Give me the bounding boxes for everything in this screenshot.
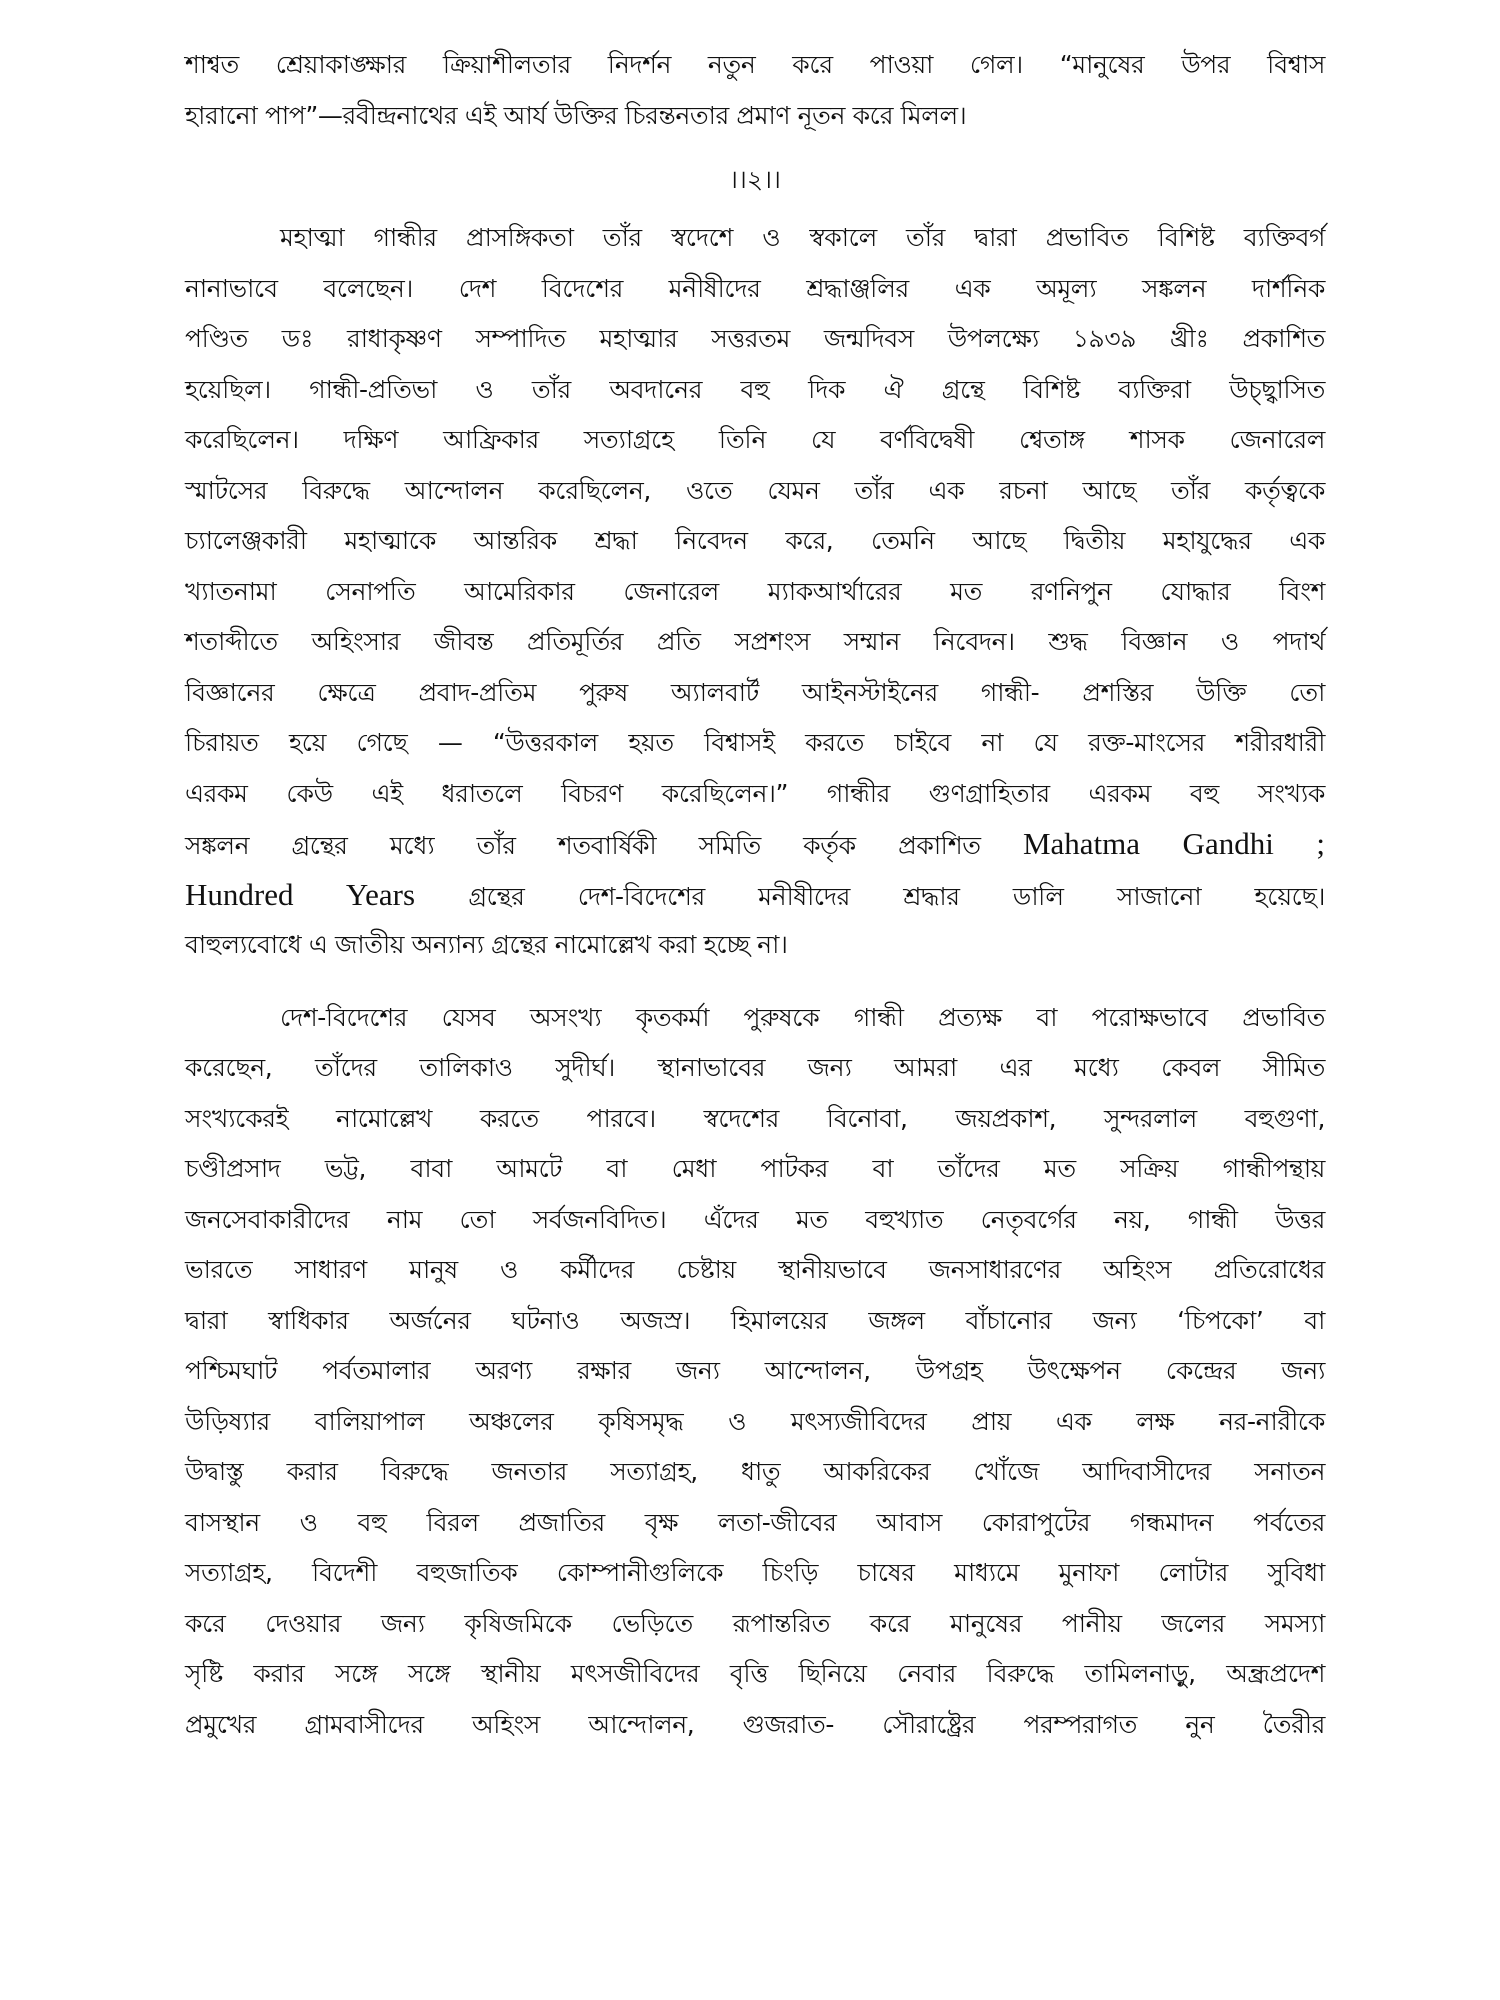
text-line: ভারতে সাধারণ মানুষ ও কর্মীদের চেষ্টায় স্থানীয়ভাবে জনসাধারণের অহিংস প্রতিরোধের [185,1255,1325,1284]
text-line: করেছেন, তাঁদের তালিকাও সুদীর্ঘ। স্থানাভাবের জন্য আমরা এর মধ্যে কেবল সীমিত [185,1053,1325,1082]
book-title-part: Hundred Years [185,876,416,912]
text-line: দ্বারা স্বাধিকার অর্জনের ঘটনাও অজস্র। হিমালয়ের জঙ্গল বাঁচানোর জন্য ‘চিপকো’ বা [185,1305,1325,1335]
text-line: পশ্চিমঘাট পর্বতমালার অরণ্য রক্ষার জন্য আন্দোলন, উপগ্রহ উৎক্ষেপন কেন্দ্রের জন্য [185,1356,1325,1385]
text-line-mixed [185,870,1325,921]
paragraph-top [185,40,1325,141]
text-line: চণ্ডীপ্রসাদ ভট্ট, বাবা আমটে বা মেধা পাটকর বা তাঁদের মত সক্রিয় গান্ধীপন্থায় [185,1154,1325,1183]
text-segment: সঙ্কলন গ্রন্থের মধ্যে তাঁর শতবার্ষিকী সমিতি কর্তৃক প্রকাশিত [185,831,1023,860]
text-line: চিরায়ত হয়ে গেছে — “উত্তরকাল হয়ত বিশ্বাসই করতে চাইবে না যে রক্ত-মাংসের শরীরধারী [185,728,1325,757]
text-line: বিজ্ঞানের ক্ষেত্রে প্রবাদ-প্রতিম পুরুষ অ্যালবার্ট আইনস্টাইনের গান্ধী- প্রশস্তির উক্তি তো [185,677,1325,707]
text-line: খ্যাতনামা সেনাপতি আমেরিকার জেনারেল ম্যাকআর্থারের মত রণনিপুন যোদ্ধার বিংশ [185,576,1325,606]
text-line: সৃষ্টি করার সঙ্গে সঙ্গে স্থানীয় মৎসজীবিদের বৃত্তি ছিনিয়ে নেবার বিরুদ্ধে তামিলনাড়ু, অন্ধ্রপ্রদেশ [185,1659,1325,1688]
text-line: হয়েছিল। গান্ধী-প্রতিভা ও তাঁর অবদানের বহু দিক ঐ গ্রন্থে বিশিষ্ট ব্যক্তিরা উচ্ছ্বাসিত [185,374,1325,404]
text-line: চ্যালেঞ্জকারী মহাত্মাকে আন্তরিক শ্রদ্ধা নিবেদন করে, তেমনি আছে দ্বিতীয় মহাযুদ্ধের এক [185,526,1325,555]
text-line: সংখ্যকেরই নামোল্লেখ করতে পারবে। স্বদেশের বিনোবা, জয়প্রকাশ, সুন্দরলাল বহুগুণা, [185,1103,1325,1133]
text-line: স্মাটসের বিরুদ্ধে আন্দোলন করেছিলেন, ওতে যেমন তাঁর এক রচনা আছে তাঁর কর্তৃত্বকে [185,475,1325,505]
text-line: উড়িষ্যার বালিয়াপাল অঞ্চলের কৃষিসমৃদ্ধ ও মৎস্যজীবিদের প্রায় এক লক্ষ নর-নারীকে [185,1406,1325,1436]
text-line: দেশ-বিদেশের যেসব অসংখ্য কৃতকর্মা পুরুষকে গান্ধী প্রত্যক্ষ বা পরোক্ষভাবে প্রভাবিত [280,1002,1325,1032]
text-line: বাসস্থান ও বহু বিরল প্রজাতির বৃক্ষ লতা-জীবের আবাস কোরাপুটের গন্ধমাদন পর্বতের [185,1507,1325,1537]
text-line: বাহুল্যবোধে এ জাতীয় অন্যান্য গ্রন্থের নামোল্লেখ করা হচ্ছে না। [185,930,788,959]
text-line: পণ্ডিত ডঃ রাধাকৃষ্ণণ সম্পাদিত মহাত্মার সত্তরতম জন্মদিবস উপলক্ষ্যে ১৯৩৯ খ্রীঃ প্রকাশিত [185,324,1325,353]
section-number: ।।২।। [728,165,782,194]
document-page [185,40,1325,1750]
text-line: হারানো পাপ”—রবীন্দ্রনাথের এই আর্য উক্তির চিরন্তনতার প্রমাণ নূতন করে মিলল। [185,100,967,130]
paragraph-gap [185,971,1325,993]
text-line: করেছিলেন। দক্ষিণ আফ্রিকার সত্যাগ্রহে তিনি যে বর্ণবিদ্বেষী শ্বেতাঙ্গ শাসক জেনারেল [185,425,1325,454]
text-line: এরকম কেউ এই ধরাতলে বিচরণ করেছিলেন।” গান্ধীর গুণগ্রাহিতার এরকম বহু সংখ্যক [185,778,1325,808]
text-line: উদ্বাস্তু করার বিরুদ্ধে জনতার সত্যাগ্রহ, ধাতু আকরিকের খোঁজে আদিবাসীদের সনাতন [185,1457,1325,1486]
paragraph-influenced-people [185,993,1325,1751]
text-line: প্রমুখের গ্রামবাসীদের অহিংস আন্দোলন, গুজরাত- সৌরাষ্ট্রের পরম্পরাগত নুন তৈরীর [185,1709,1325,1739]
text-segment: গ্রন্থের দেশ-বিদেশের মনীষীদের শ্রদ্ধার ডালি সাজানো হয়েছে। [415,881,1326,911]
book-title-part: Mahatma Gandhi ; [1022,826,1325,861]
text-line: মহাত্মা গান্ধীর প্রাসঙ্গিকতা তাঁর স্বদেশে ও স্বকালে তাঁর দ্বারা প্রভাবিত বিশিষ্ট ব্যক্তিবর্গ [280,223,1325,252]
text-line-mixed [185,819,1325,870]
text-line: শতাব্দীতে অহিংসার জীবন্ত প্রতিমূর্তির প্রতি সপ্রশংস সম্মান নিবেদন। শুদ্ধ বিজ্ঞান ও পদার্থ [185,627,1325,656]
text-line: সত্যাগ্রহ, বিদেশী বহুজাতিক কোম্পানীগুলিকে চিংড়ি চাষের মাধ্যমে মুনাফা লোটার সুবিধা [185,1558,1325,1587]
text-line: শাশ্বত শ্রেয়াকাঙ্ক্ষার ক্রিয়াশীলতার নিদর্শন নতুন করে পাওয়া গেল। “মানুষের উপর বিশ্বাস [185,50,1325,79]
text-line: নানাভাবে বলেছেন। দেশ বিদেশের মনীষীদের শ্রদ্ধাঞ্জলির এক অমূল্য সঙ্কলন দার্শনিক [185,273,1325,303]
paragraph-gandhi-relevance [185,213,1325,971]
text-line: জনসেবাকারীদের নাম তো সর্বজনবিদিত। এঁদের মত বহুখ্যাত নেতৃবর্গের নয়, গান্ধী উত্তর [185,1204,1325,1234]
text-line: করে দেওয়ার জন্য কৃষিজমিকে ভেড়িতে রূপান্তরিত করে মানুষের পানীয় জলের সমস্যা [185,1608,1325,1638]
